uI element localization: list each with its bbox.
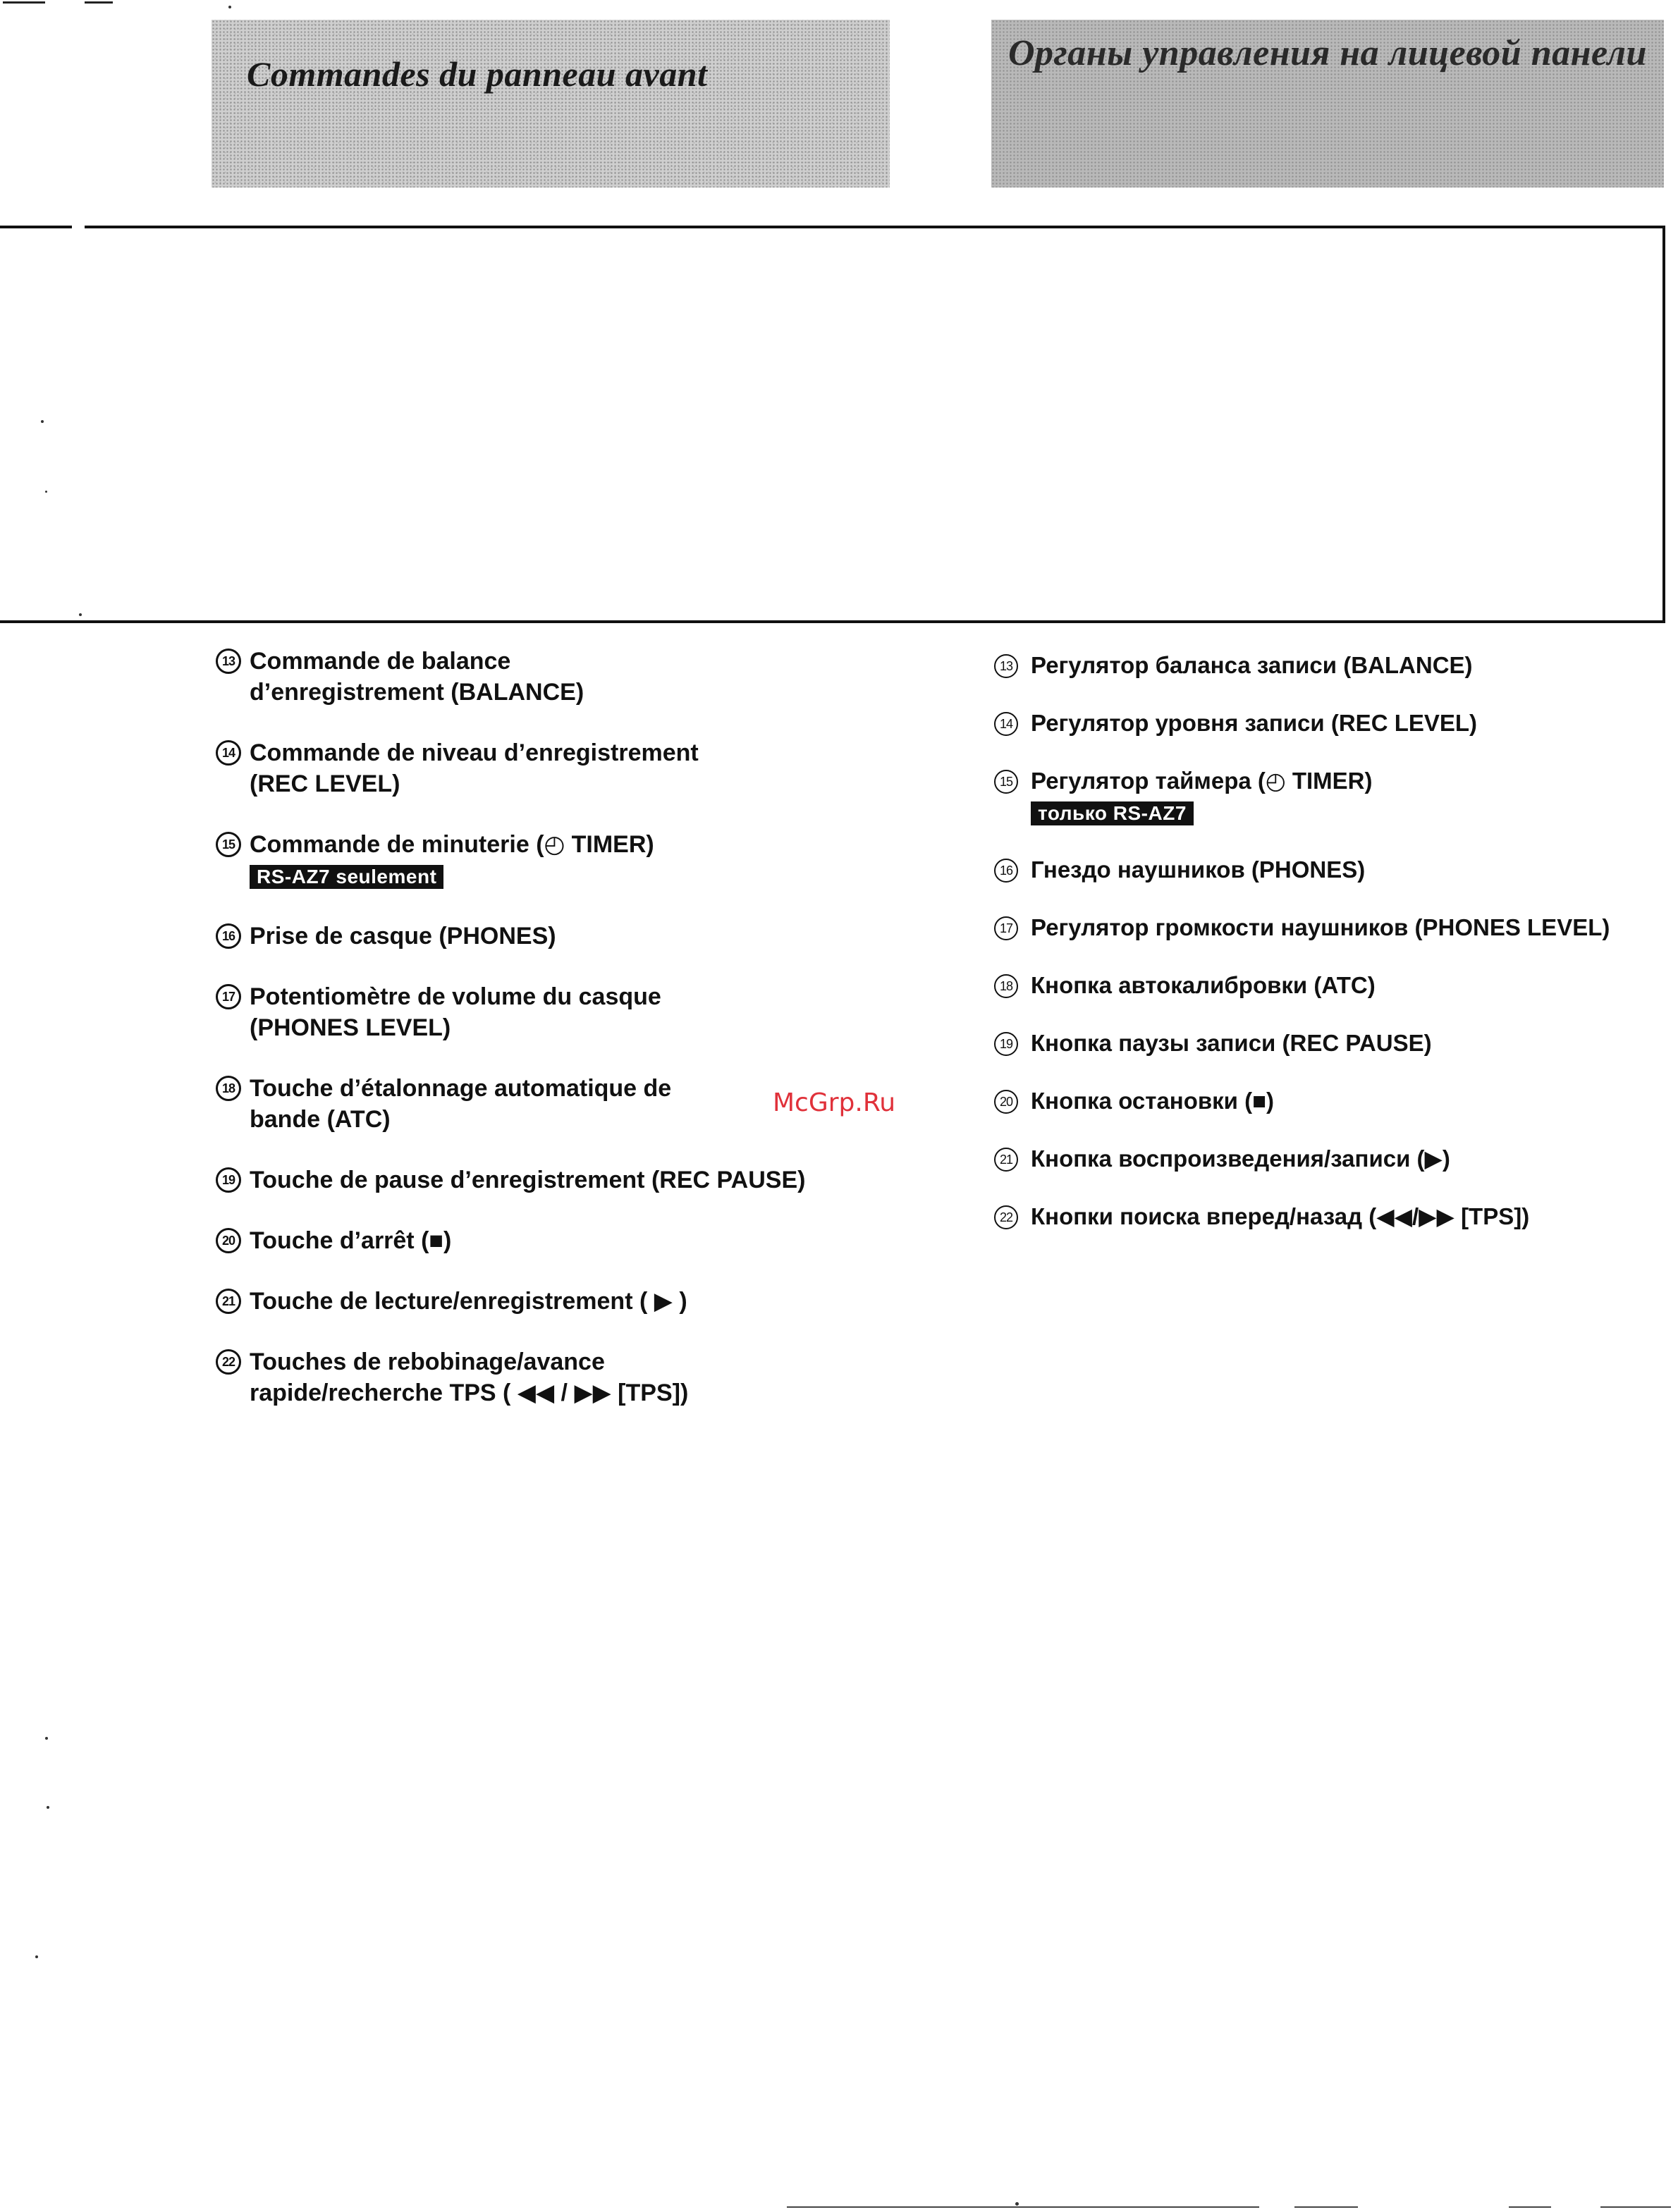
control-item [216,1165,871,1196]
item-text: Кнопка воспроизведения/записи (▶) [1031,1145,1450,1172]
item-text: Prise de casque (PHONES) [250,923,556,950]
item-number-badge: 15 [994,770,1018,794]
item-text: Регулятор уровня записи (REC LEVEL) [1031,710,1478,736]
control-item [216,1346,871,1408]
item-text: (PHONES LEVEL) [250,1014,451,1041]
control-item [216,921,871,952]
model-tag: RS-AZ7 seulement [250,865,443,889]
control-item [216,1286,871,1317]
control-item [994,766,1671,828]
watermark: McGrp.Ru [773,1088,896,1117]
scan-edge-line [1509,2206,1551,2208]
scan-speck [45,491,47,493]
scan-speck [1015,2202,1019,2206]
control-item [994,650,1671,681]
control-item [994,1201,1671,1232]
item-number-badge: 15 [216,832,241,857]
control-item [216,829,871,891]
scan-edge-line [1600,2206,1671,2208]
item-text: rapide/recherche TPS ( ◀◀ / ▶▶ [TPS]) [250,1380,689,1406]
frame-right-rule [1662,226,1665,623]
control-item [994,912,1671,943]
item-number-badge: 20 [994,1090,1018,1114]
item-number-badge: 14 [216,740,241,766]
item-text: Touche d’arrêt (■) [250,1227,452,1254]
item-text: Регулятор громкости наушников (PHONES LEVEL) [1031,914,1610,940]
scan-speck [41,420,44,423]
item-text: Commande de minuterie (◴ TIMER) [250,831,654,858]
header-banner-french [212,20,890,188]
scan-speck [47,1806,49,1809]
item-number-badge: 21 [216,1289,241,1314]
item-number-badge: 16 [216,923,241,949]
scan-mark [3,1,45,4]
item-text: Кнопка автокалибровки (ATC) [1031,972,1376,998]
control-item [216,646,871,708]
scan-edge-line [787,2206,1259,2208]
item-text: (REC LEVEL) [250,770,400,797]
item-text: Гнездо наушников (PHONES) [1031,856,1366,883]
frame-rule-gap [72,223,85,231]
control-item [216,1225,871,1256]
scan-speck [228,6,231,8]
item-number-badge: 14 [994,712,1018,736]
control-item [994,708,1671,739]
control-item [216,737,871,799]
item-number-badge: 21 [994,1148,1018,1172]
scan-mark [85,1,113,4]
item-text: Touche de pause d’enregistrement (REC PAUSE) [250,1167,806,1193]
item-number-badge: 16 [994,859,1018,883]
item-text: Touche d’étalonnage automatique de [250,1075,672,1102]
item-number-badge: 22 [216,1349,241,1375]
control-item [994,1086,1671,1117]
model-tag: только RS-AZ7 [1031,801,1194,825]
item-number-badge: 17 [994,916,1018,940]
item-text: Кнопка остановки (■) [1031,1088,1275,1114]
russian-controls-list [994,650,1671,1259]
item-number-badge: 19 [994,1032,1018,1056]
frame-bottom-rule [0,620,1665,623]
control-item [994,1143,1671,1174]
control-item [994,970,1671,1001]
scan-speck [45,1737,48,1740]
page-title-french: Commandes du panneau avant [247,54,708,94]
item-number-badge: 13 [994,654,1018,678]
item-text: Potentiomètre de volume du casque [250,983,661,1010]
item-number-badge: 18 [216,1076,241,1101]
item-text: Touches de rebobinage/avance [250,1348,605,1375]
item-text: Touche de lecture/enregistrement ( ▶ ) [250,1288,687,1315]
item-number-badge: 13 [216,649,241,674]
item-number-badge: 19 [216,1167,241,1193]
french-controls-list [216,646,871,1438]
item-number-badge: 22 [994,1205,1018,1229]
control-item [994,854,1671,885]
item-text: Commande de balance [250,648,511,675]
item-text: Кнопка паузы записи (REC PAUSE) [1031,1030,1432,1056]
control-item [216,981,871,1043]
frame-top-rule [0,226,1665,228]
scan-edge-line [1294,2206,1358,2208]
item-text: bande (ATC) [250,1106,391,1133]
item-number-badge: 18 [994,974,1018,998]
page-title-russian: Органы управления на лицевой панели [1008,33,1647,73]
control-item [994,1028,1671,1059]
scan-speck [79,613,82,616]
item-number-badge: 17 [216,984,241,1009]
item-text: Регулятор баланса записи (BALANCE) [1031,652,1473,678]
item-text: d’enregistrement (BALANCE) [250,679,584,706]
scan-speck [35,1955,38,1958]
item-text: Commande de niveau d’enregistrement [250,739,699,766]
item-text: Регулятор таймера (◴ TIMER) [1031,768,1373,794]
item-text: Кнопки поиска вперед/назад (◀◀/▶▶ [TPS]) [1031,1203,1530,1229]
header-banner-russian [991,20,1664,188]
item-number-badge: 20 [216,1228,241,1253]
